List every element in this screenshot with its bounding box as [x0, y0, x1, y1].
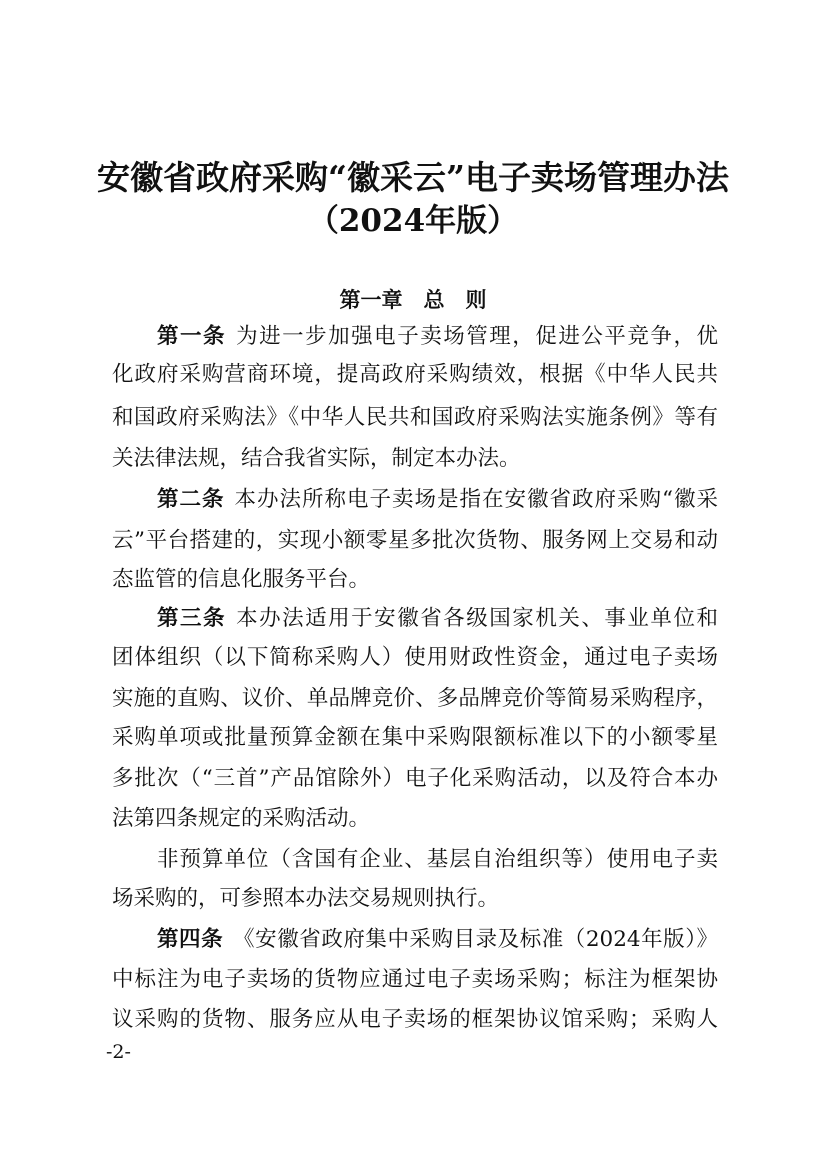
paragraph-line-1: 非预算单位（含国有企业、基层自治组织等）使用电子卖	[157, 847, 718, 872]
article-2-line-1: 第二条 本办法所称电子卖场是指在安徽省政府采购“徽采	[157, 487, 718, 512]
article-1-line-3: 和国政府采购法》《中华人民共和国政府采购法实施条例》等有	[112, 405, 718, 430]
paragraph-line-2: 场采购的，可参照本办法交易规则执行。	[112, 886, 500, 911]
article-1-label: 第一条	[157, 324, 227, 349]
page-number: -2-	[106, 1041, 131, 1063]
article-2-line-3: 态监管的信息化服务平台。	[112, 567, 371, 592]
article-3-line-4: 采购单项或批量预算金额在集中采购限额标准以下的小额零星	[112, 725, 718, 750]
article-3-label: 第三条	[157, 606, 227, 631]
article-3-line-5: 多批次（“三首”产品馆除外）电子化采购活动，以及符合本办	[112, 766, 718, 791]
article-3-line-3: 实施的直购、议价、单品牌竞价、多品牌竞价等简易采购程序，	[112, 686, 718, 711]
article-1-line-4: 关法律法规，结合我省实际，制定本办法。	[112, 446, 521, 471]
article-2-label: 第二条	[157, 487, 225, 512]
article-1-line-1: 第一条 为进一步加强电子卖场管理，促进公平竞争，优	[157, 324, 718, 349]
article-2-line-2: 云”平台搭建的，实现小额零星多批次货物、服务网上交易和动	[112, 528, 718, 553]
article-4-line-3: 议采购的货物、服务应从电子卖场的框架协议馆采购；采购人	[112, 1007, 718, 1032]
article-3-line-1: 第三条 本办法适用于安徽省各级国家机关、事业单位和	[157, 606, 718, 631]
article-1-line-2: 化政府采购营商环境，提高政府采购绩效，根据《中华人民共	[112, 362, 718, 387]
article-4-line-1: 第四条 《安徽省政府集中采购目录及标准（2024年版）》	[157, 927, 718, 952]
article-3-line-6: 法第四条规定的采购活动。	[112, 806, 371, 831]
chapter-heading: 第一章 总 则	[339, 287, 487, 312]
document-title-version: （2024年版）	[307, 203, 519, 239]
article-4-label: 第四条	[157, 927, 224, 952]
document-title: 安徽省政府采购“徽采云”电子卖场管理办法	[97, 158, 729, 197]
article-3-line-2: 团体组织（以下简称采购人）使用财政性资金，通过电子卖场	[112, 645, 718, 670]
article-4-line-2: 中标注为电子卖场的货物应通过电子卖场采购；标注为框架协	[112, 967, 718, 992]
